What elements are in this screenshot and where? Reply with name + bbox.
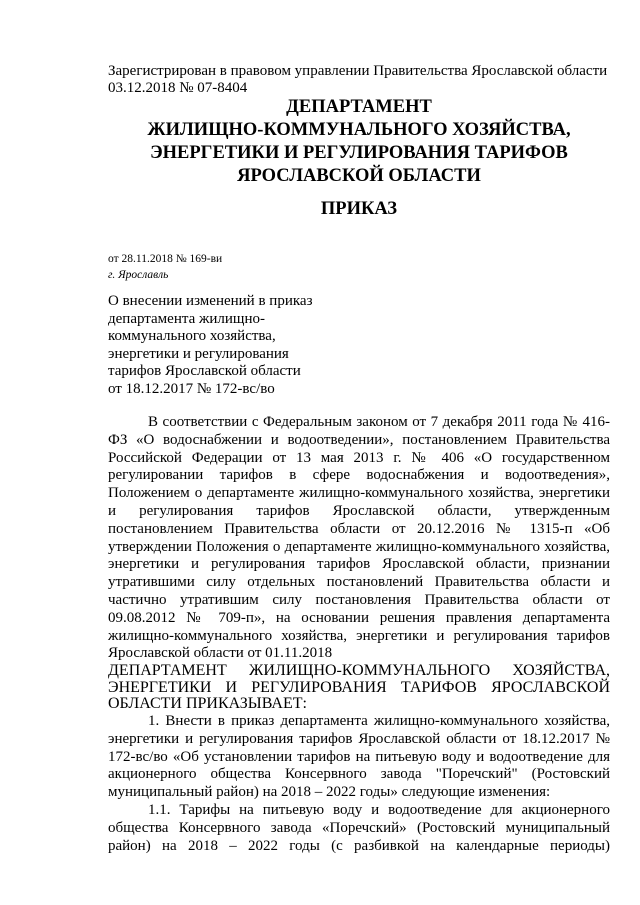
department-title-line: ЯРОСЛАВСКОЙ ОБЛАСТИ: [237, 166, 481, 186]
order-subject: [108, 293, 368, 399]
subject-line: тарифов Ярославской области: [108, 363, 301, 380]
subject-line: департамента жилищно-: [108, 310, 265, 327]
subject-line: энергетики и регулирования: [108, 345, 289, 362]
subject-line: от 18.12.2017 № 172-вс/во: [108, 380, 275, 397]
order-title: ПРИКАЗ: [320, 199, 398, 219]
department-title-line: ЖИЛИЩНО-КОММУНАЛЬНОГО ХОЗЯЙСТВА,: [147, 120, 571, 140]
order-city: г. Ярославль: [108, 269, 169, 281]
registration-number: 03.12.2018 № 07-8404: [108, 80, 248, 96]
subject-line: коммунального хозяйства,: [108, 328, 276, 345]
order-date-number: от 28.11.2018 № 169-ви: [108, 253, 223, 265]
department-title-line: ЭНЕРГЕТИКИ И РЕГУЛИРОВАНИЯ ТАРИФОВ: [150, 143, 568, 163]
registration-note: [108, 63, 608, 97]
orders-paragraph: ДЕПАРТАМЕНТ ЖИЛИЩНО-КОММУНАЛЬНОГО ХОЗЯЙСТВА, ЭНЕРГЕТИКИ И РЕГУЛИРОВАНИЯ ТАРИФОВ ЯРОСЛАВСКОЙ ОБЛАСТИ ПРИКАЗЫВАЕТ:: [108, 662, 610, 713]
item-1-paragraph: 1. Внести в приказ департамента жилищно-коммунального хозяйства, энергетики и регулирования тарифов Ярославской области от 18.12.2017 № 172-вс/во «Об установлении тарифов на питьевую воду и водоотведение для акционерного общества Консервного завода "Поречский" (Ростовский муниципальный район) на 2018 – 2022 годы» следующие изменения:: [108, 712, 610, 801]
department-title-line: ДЕПАРТАМЕНТ: [286, 97, 432, 117]
department-title: [108, 96, 610, 188]
order-body: [108, 414, 610, 855]
item-1-1-paragraph: 1.1. Тарифы на питьевую воду и водоотведение для акционерного общества Консервного завода «Поречский» (Ростовский муниципальный район) на 2018 – 2022 годы (с разбивкой на календарные периоды): [108, 801, 610, 854]
preamble-paragraph: В соответствии с Федеральным законом от 7 декабря 2011 года № 416-ФЗ «О водоснабжении и водоотведении», постановлением Правительства Российской Федерации от 13 мая 2013 г. № 406 «О государственном регулировании тарифов в сфере водоснабжения и водоотведения», Положением о департаменте жилищно-коммунального хозяйства, энергетики и регулирования тарифов Ярославской области, утвержденным постановлением Правительства области от 20.12.2016 № 1315-п «Об утверждении Положения о департаменте жилищно-коммунального хозяйства, энергетики и регулирования тарифов Ярославской области, признании утратившими силу отдельных постановлений Правительства области и частично утратившим силу постановления Правительства области от 09.08.2012 № 709-п», на основании решения правления департамента жилищно-коммунального хозяйства, энергетики и регулирования тарифов Ярославской области от 01.11.2018: [108, 414, 610, 662]
registration-line: Зарегистрирован в правовом управлении Правительства Ярославской области: [108, 63, 608, 79]
order-meta: [108, 251, 222, 283]
subject-line: О внесении изменений в приказ: [108, 293, 313, 309]
